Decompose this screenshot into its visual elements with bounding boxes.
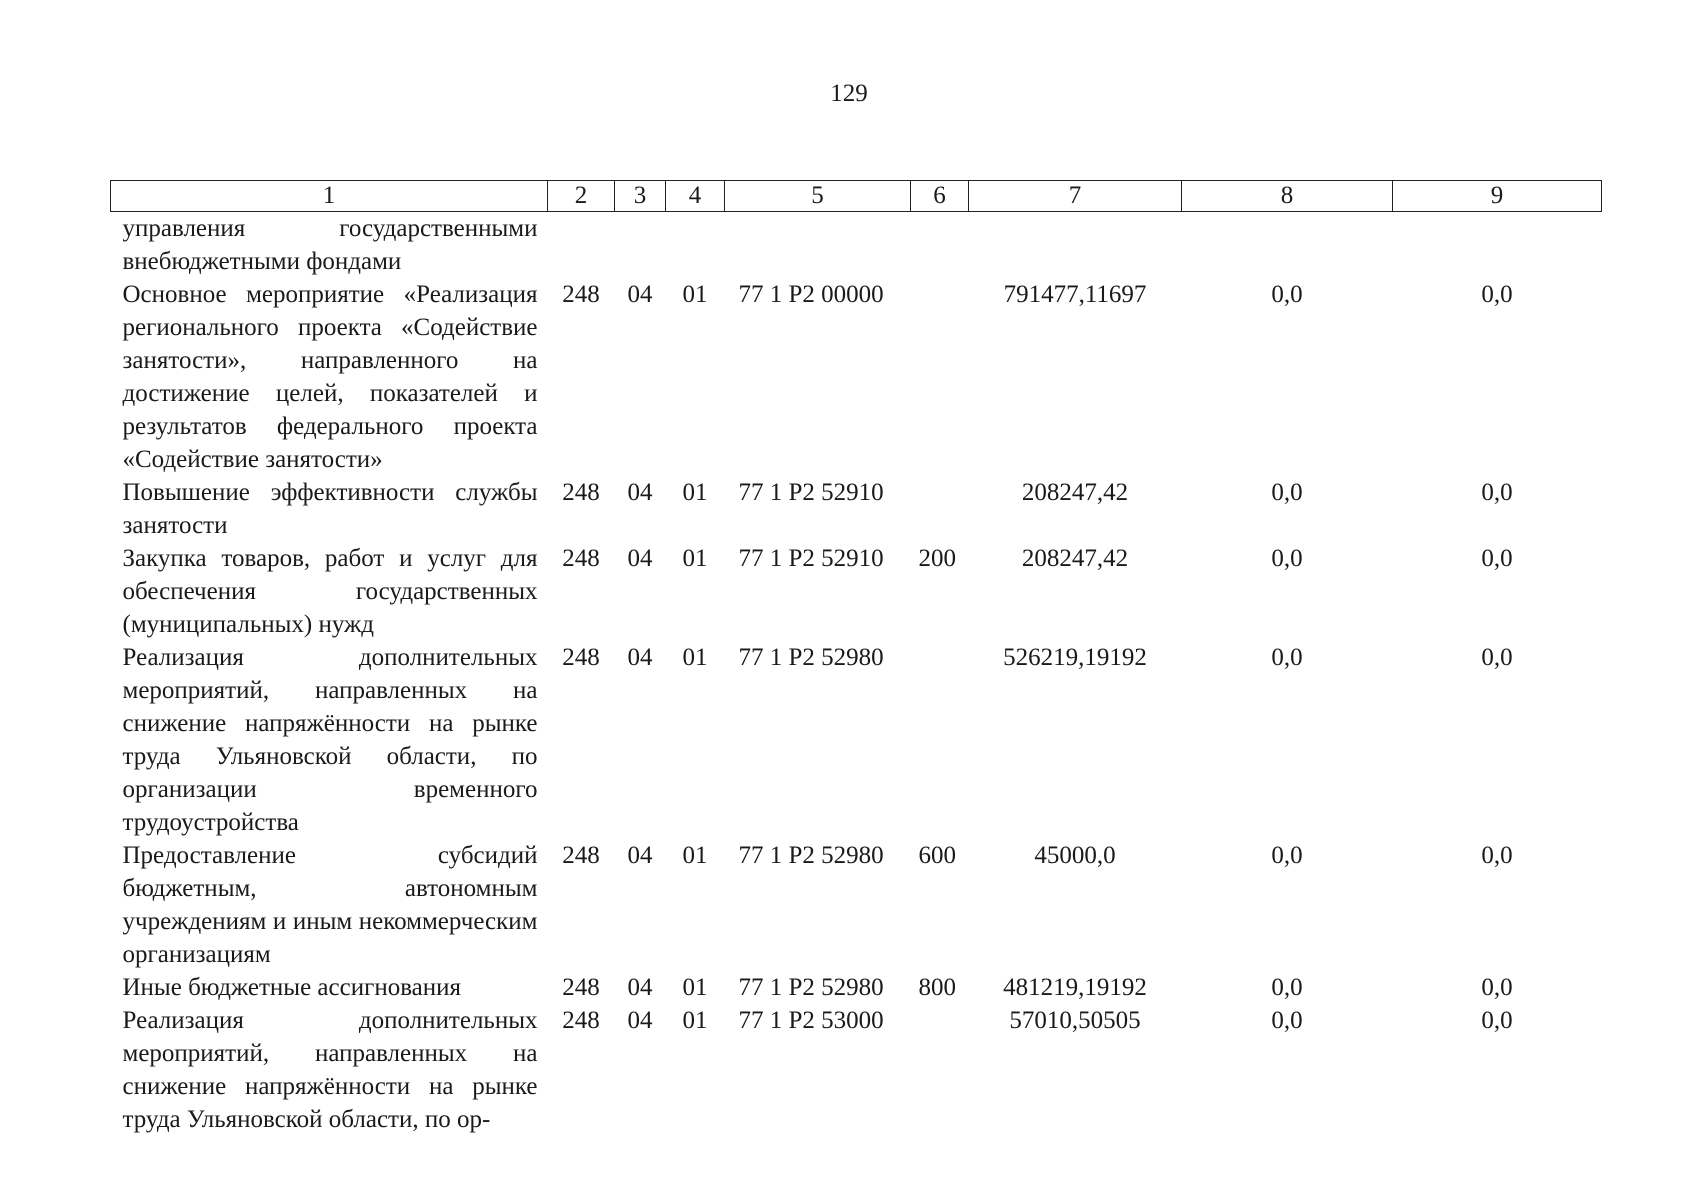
- expense-type-code: 200: [918, 545, 956, 572]
- subsection-code: [666, 212, 725, 279]
- row-name: Закупка товаров, работ и услуг для обеспечения государственных (муниципальных) нужд: [122, 545, 538, 638]
- amount-year-2: 0,0: [1271, 545, 1303, 572]
- subsection-code: 01: [682, 842, 708, 869]
- page-number: 129: [830, 80, 868, 107]
- expense-type-code: [911, 1004, 969, 1136]
- amount-year-3: 0,0: [1481, 1007, 1513, 1034]
- row-name: Предоставление субсидий бюджетным, автономным учреждениям и иным некоммерческим организациям: [122, 842, 538, 968]
- amount-year-2: 0,0: [1271, 281, 1303, 308]
- amount-year-3: 0,0: [1481, 281, 1513, 308]
- table-header-row: [111, 181, 1602, 212]
- expense-type-code: [911, 476, 969, 542]
- amount-year-2: 0,0: [1271, 842, 1303, 869]
- section-code: 04: [627, 545, 653, 572]
- table-row: [111, 542, 1602, 641]
- subsection-code: 01: [682, 281, 708, 308]
- row-name: Повышение эффективности службы занятости: [122, 479, 538, 539]
- column-header: 1: [111, 181, 548, 212]
- table-row: [111, 839, 1602, 971]
- subsection-code: 01: [682, 545, 708, 572]
- amount-year-3: 0,0: [1481, 974, 1513, 1001]
- column-header: 6: [911, 181, 969, 212]
- amount-current-year: 481219,19192: [1003, 974, 1147, 1001]
- amount-year-2: [1182, 212, 1393, 279]
- target-article-code: 77 1 Р2 52980: [738, 974, 884, 1001]
- table-row: [111, 278, 1602, 476]
- amount-year-2: 0,0: [1271, 644, 1303, 671]
- expense-type-code: [911, 278, 969, 476]
- grbs-code: 248: [562, 842, 600, 869]
- amount-current-year: 208247,42: [1021, 545, 1129, 572]
- amount-year-3: 0,0: [1481, 479, 1513, 506]
- grbs-code: 248: [562, 644, 600, 671]
- section-code: 04: [627, 281, 653, 308]
- amount-year-3: 0,0: [1481, 545, 1513, 572]
- row-name: Реализация дополнительных мероприятий, направленных на снижение напряжённости на рынке труда Ульяновской области, по организации временного трудоустройства: [122, 644, 538, 836]
- grbs-code: [548, 212, 615, 279]
- amount-current-year: [969, 212, 1182, 279]
- target-article-code: 77 1 Р2 52910: [738, 545, 884, 572]
- amount-year-3: 0,0: [1481, 842, 1513, 869]
- column-header: 2: [548, 181, 615, 212]
- row-name: Основное мероприятие «Реализация регионального проекта «Содействие занятости», направленного на достижение целей, показателей и результатов федерального проекта «Содействие занятости»: [122, 281, 538, 473]
- section-code: 04: [627, 974, 653, 1001]
- section-code: 04: [627, 479, 653, 506]
- expense-type-code: [911, 641, 969, 839]
- row-name: управления государственными внебюджетными фондами: [122, 215, 538, 275]
- section-code: [615, 212, 666, 279]
- amount-year-2: 0,0: [1271, 479, 1303, 506]
- table-row: [111, 1004, 1602, 1136]
- subsection-code: 01: [682, 479, 708, 506]
- row-name: Реализация дополнительных мероприятий, направленных на снижение напряжённости на рынке труда Ульяновской области, по ор-: [122, 1007, 538, 1133]
- column-header: 4: [666, 181, 725, 212]
- amount-year-3: 0,0: [1481, 644, 1513, 671]
- column-header: 5: [725, 181, 911, 212]
- column-header: 3: [615, 181, 666, 212]
- amount-current-year: 57010,50505: [1009, 1007, 1141, 1034]
- amount-current-year: 208247,42: [1021, 479, 1129, 506]
- section-code: 04: [627, 644, 653, 671]
- budget-table: [110, 180, 1602, 1136]
- subsection-code: 01: [682, 974, 708, 1001]
- expense-type-code: 600: [918, 842, 956, 869]
- section-code: 04: [627, 842, 653, 869]
- table-row: [111, 476, 1602, 542]
- expense-type-code: [911, 212, 969, 279]
- table-row: [111, 212, 1602, 279]
- column-header: 8: [1182, 181, 1393, 212]
- grbs-code: 248: [562, 1007, 600, 1034]
- amount-year-2: 0,0: [1271, 974, 1303, 1001]
- grbs-code: 248: [562, 281, 600, 308]
- amount-year-3: [1393, 212, 1602, 279]
- subsection-code: 01: [682, 644, 708, 671]
- amount-year-2: 0,0: [1271, 1007, 1303, 1034]
- table-row: [111, 971, 1602, 1004]
- target-article-code: 77 1 Р2 00000: [738, 281, 884, 308]
- grbs-code: 248: [562, 974, 600, 1001]
- grbs-code: 248: [562, 479, 600, 506]
- amount-current-year: 45000,0: [1034, 842, 1116, 869]
- target-article-code: 77 1 Р2 53000: [738, 1007, 884, 1034]
- table-row: [111, 641, 1602, 839]
- target-article-code: 77 1 Р2 52980: [738, 644, 884, 671]
- amount-current-year: 791477,11697: [1003, 281, 1147, 308]
- amount-current-year: 526219,19192: [1003, 644, 1147, 671]
- subsection-code: 01: [682, 1007, 708, 1034]
- grbs-code: 248: [562, 545, 600, 572]
- target-article-code: 77 1 Р2 52910: [738, 479, 884, 506]
- section-code: 04: [627, 1007, 653, 1034]
- target-article-code: [725, 212, 911, 279]
- target-article-code: 77 1 Р2 52980: [738, 842, 884, 869]
- column-header: 9: [1393, 181, 1602, 212]
- row-name: Иные бюджетные ассигнования: [122, 974, 462, 1001]
- column-header: 7: [969, 181, 1182, 212]
- expense-type-code: 800: [918, 974, 956, 1001]
